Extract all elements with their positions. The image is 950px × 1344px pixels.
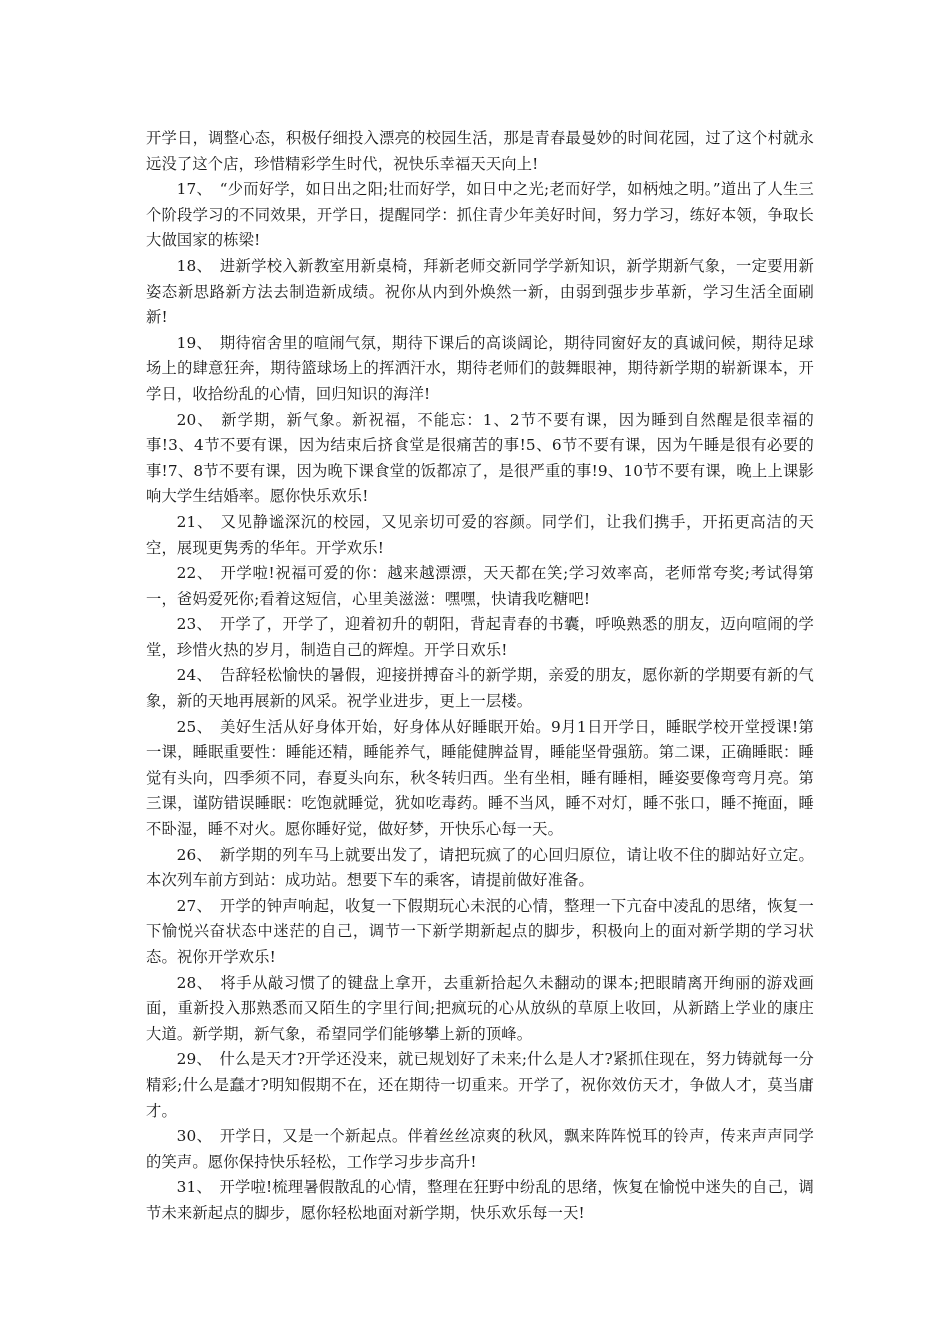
item-text: 新学期的列车马上就要出发了，请把玩疯了的心回归原位，请让收不住的脚站好立定。本次列车前方到站：成功站。想要下车的乘客，请提前做好准备。 bbox=[146, 845, 815, 890]
list-item bbox=[146, 561, 814, 612]
list-item bbox=[146, 1175, 814, 1226]
item-text: 期待宿舍里的喧闹气氛，期待下课后的高谈阔论，期待同窗好友的真诚问候，期待足球场上的肆意狂奔，期待篮球场上的挥洒汗水，期待老师们的鼓舞眼神，期待新学期的崭新课本，开学日，收拾纷乱的心情，回归知识的海洋! bbox=[146, 333, 815, 403]
list-item bbox=[146, 1047, 814, 1124]
item-text: 开学的钟声响起，收复一下假期玩心未泯的心情，整理一下亢奋中凌乱的思绪，恢复一下愉悦兴奋状态中迷茫的自己，调节一下新学期新起点的脚步，积极向上的面对新学期的学习状态。祝你开学欢乐! bbox=[146, 896, 815, 966]
list-item bbox=[146, 1124, 814, 1175]
list-item bbox=[146, 510, 814, 561]
list-item bbox=[146, 663, 814, 714]
list-item bbox=[146, 254, 814, 331]
blessing-list bbox=[146, 177, 814, 1226]
item-text: 什么是天才?开学还没来，就已规划好了未来;什么是人才?紧抓住现在，努力铸就每一分精彩;什么是蠢才?明知假期不在，还在期待一切重来。开学了，祝你效仿天才，争做人才，莫当庸才。 bbox=[146, 1050, 814, 1120]
item-number: 17、 bbox=[176, 180, 213, 199]
item-text: 开学啦!梳理暑假散乱的心情，整理在狂野中纷乱的思绪，恢复在愉悦中迷失的自己，调节未来新起点的脚步，愿你轻松地面对新学期，快乐欢乐每一天! bbox=[146, 1178, 814, 1222]
item-number: 21、 bbox=[176, 512, 214, 531]
item-text: 开学啦!祝福可爱的你：越来越漂漂，天天都在笑;学习效率高，老师常夸奖;考试得第一，爸妈爱死你;看着这短信，心里美滋滋：嘿嘿，快请我吃糖吧! bbox=[146, 564, 814, 608]
item-number: 20、 bbox=[176, 410, 214, 429]
item-number: 24、 bbox=[176, 666, 213, 685]
item-number: 22、 bbox=[176, 564, 213, 583]
intro-paragraph: 开学日，调整心态，积极仔细投入漂亮的校园生活，那是青春最曼妙的时间花园，过了这个村就永远没了这个店，珍惜精彩学生时代，祝快乐幸福天天向上! bbox=[146, 129, 814, 173]
list-item bbox=[146, 843, 814, 894]
list-item bbox=[146, 612, 814, 663]
item-text: 又见静谧深沉的校园，又见亲切可爱的容颜。同学们，让我们携手，开拓更高洁的天空，展现更隽秀的华年。开学欢乐! bbox=[146, 512, 814, 557]
item-number: 26、 bbox=[176, 845, 213, 864]
item-text: 将手从敲习惯了的键盘上拿开，去重新拾起久未翻动的课本;把眼睛离开绚丽的游戏画面，重新投入那熟悉而又陌生的字里行间;把疯玩的心从放纵的草原上收回，从新踏上学业的康庄大道。新学期，新气象，希望同学们能够攀上新的顶峰。 bbox=[146, 973, 814, 1043]
item-text: 新学期，新气象。新祝福，不能忘：1、2节不要有课，因为睡到自然醒是很幸福的事!3、4节不要有课，因为结束后挤食堂是很痛苦的事!5、6节不要有课，因为午睡是很有必要的事!7、8节不要有课，因为晚下课食堂的饭都凉了，是很严重的事!9、10节不要有课，晚上上课影响大学生结婚率。愿你快乐欢乐! bbox=[146, 410, 814, 506]
list-item bbox=[146, 408, 814, 510]
item-number: 31、 bbox=[176, 1178, 212, 1197]
item-number: 19、 bbox=[176, 333, 213, 352]
list-item bbox=[146, 971, 814, 1048]
item-text: “少而好学，如日出之阳;壮而好学，如日中之光;老而好学，如柄烛之明。”道出了人生三个阶段学习的不同效果，开学日，提醒同学：抓住青少年美好时间，努力学习，练好本领，争取长大做国家的栋梁! bbox=[146, 180, 815, 250]
list-item bbox=[146, 894, 814, 971]
list-item bbox=[146, 177, 814, 254]
item-text: 告辞轻松愉快的暑假，迎接拼搏奋斗的新学期，亲爱的朋友，愿你新的学期要有新的气象，新的天地再展新的风采。祝学业进步，更上一层楼。 bbox=[146, 666, 815, 711]
document-body bbox=[146, 126, 814, 1227]
list-item bbox=[146, 331, 814, 408]
item-number: 27、 bbox=[176, 896, 213, 915]
item-number: 25、 bbox=[176, 717, 213, 736]
list-item bbox=[146, 715, 814, 843]
item-text: 进新学校入新教室用新桌椅，拜新老师交新同学学新知识，新学期新气象，一定要用新姿态新思路新方法去制造新成绩。祝你从内到外焕然一新，由弱到强步步革新，学习生活全面刷新! bbox=[146, 256, 815, 327]
item-number: 28、 bbox=[176, 973, 213, 992]
item-text: 开学日，又是一个新起点。伴着丝丝凉爽的秋风，飘来阵阵悦耳的铃声，传来声声同学的笑声。愿你保持快乐轻松，工作学习步步高升! bbox=[146, 1127, 815, 1171]
item-text: 美好生活从好身体开始，好身体从好睡眠开始。9月1日开学日，睡眠学校开堂授课!第一课，睡眠重要性：睡能还精，睡能养气，睡能健脾益胃，睡能坚骨强筋。第二课，正确睡眠：睡觉有头向，四季须不同，春夏头向东，秋冬转归西。坐有坐相，睡有睡相，睡姿要像弯弯月亮。第三课，谨防错误睡眠：吃饱就睡觉，犹如吃毒药。睡不当风，睡不对灯，睡不张口，睡不掩面，睡不卧湿，睡不对火。愿你睡好觉，做好梦，开快乐心每一天。 bbox=[146, 717, 815, 839]
item-number: 23、 bbox=[176, 615, 213, 634]
item-number: 30、 bbox=[176, 1127, 213, 1146]
item-number: 18、 bbox=[176, 256, 213, 275]
item-text: 开学了，开学了，迎着初升的朝阳，背起青春的书囊，呼唤熟悉的朋友，迈向喧闹的学堂，珍惜火热的岁月，制造自己的辉煌。开学日欢乐! bbox=[146, 615, 815, 659]
item-number: 29、 bbox=[176, 1050, 212, 1069]
